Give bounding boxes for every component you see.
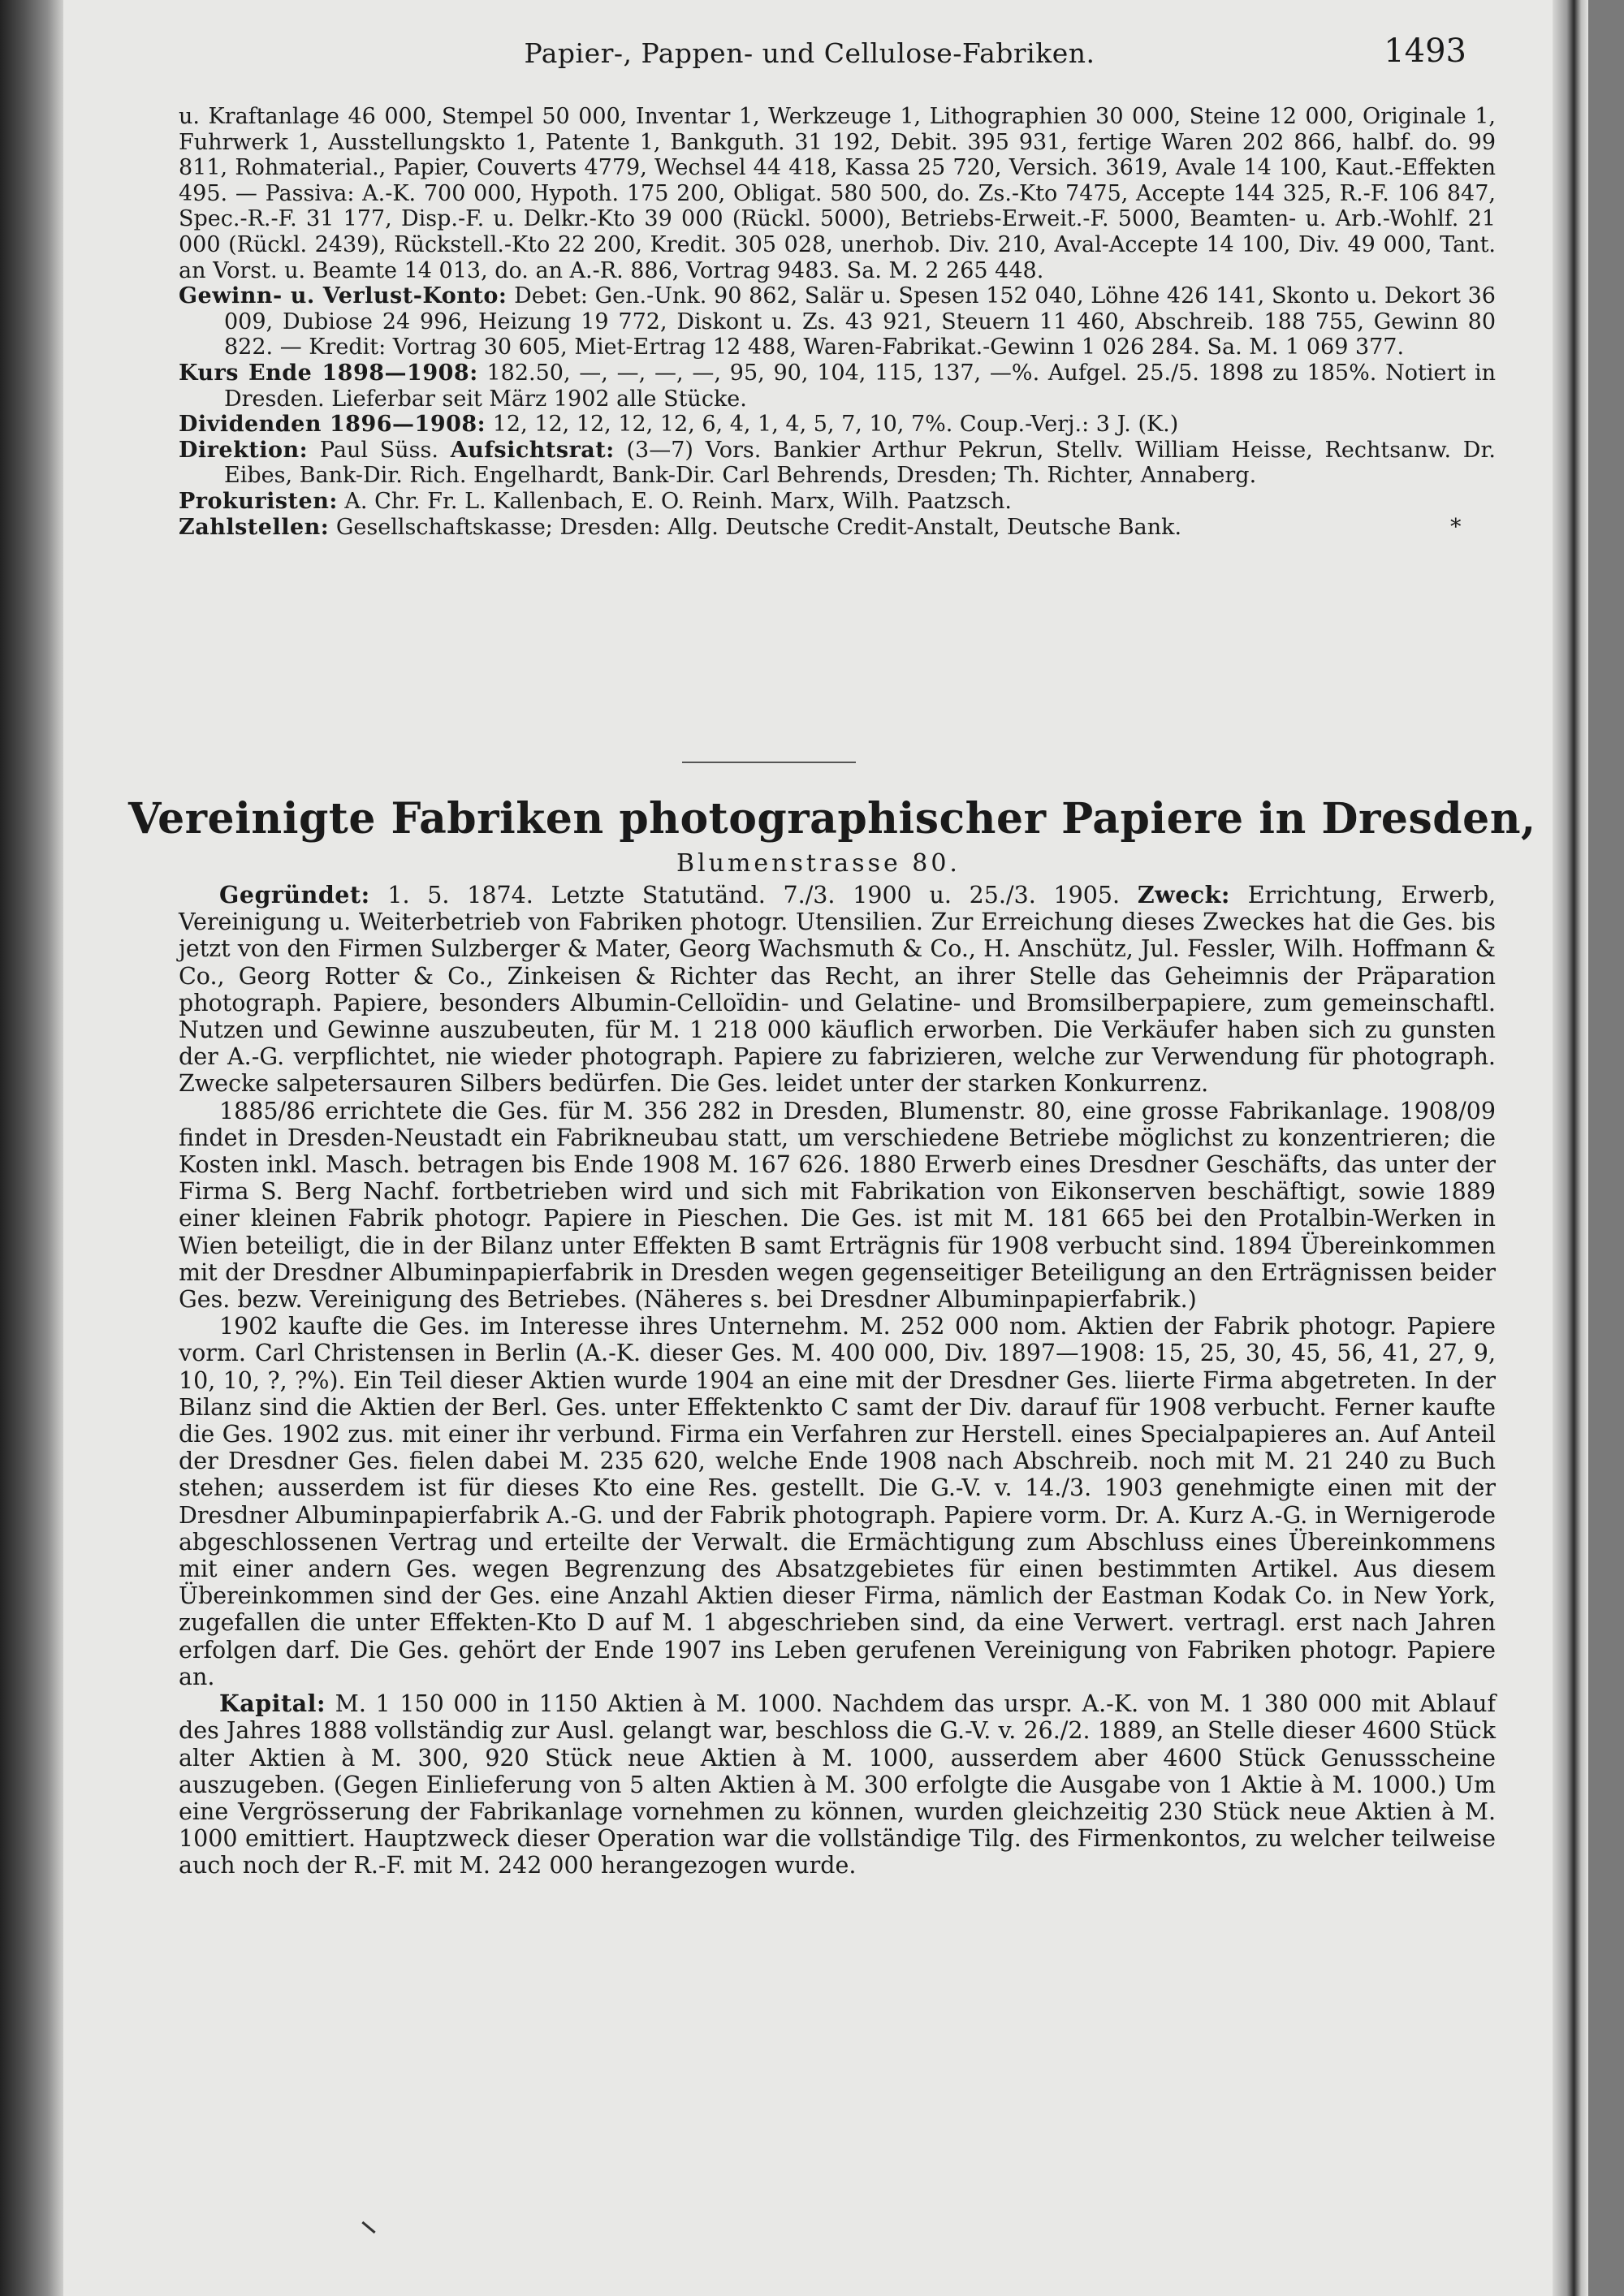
balance-text: u. Kraftanlage 46 000, Stempel 50 000, Inventar 1, Werkzeuge 1, Lithographien 30 000, Steine 12 000, Originale 1, Fuhrwerk 1, Ausstellungskto 1, Patente 1, Bankguth. 31 192, Debit. 395 931, fertige Waren 202 866, halbf. do. 99 811, Rohmaterial., Papier, Couverts 4779, Wechsel 44 418, Kassa 25 720, Versich. 3619, Avale 14 100, Kaut.-Effekten 495. — Passiva: A.-K. 700 000, Hypoth. 175 200, Obligat. 580 500, do. Zs.-Kto 7475, Accepte 144 325, R.-F. 106 847, Spec.-R.-F. 31 177, Disp.-F. u. Delkr.-Kto 39 000 (Rückl. 5000), Betriebs-Erweit.-F. 5000, Beamten- u. Arb.-Wohlf. 21 000 (Rückl. 2439), Rückstell.-Kto 22 200, Kredit. 305 028, unerhob. Div. 210, Aval-Accepte 14 100, Div. 49 000, Tant. an Vorst. u. Beamte 14 013, do. an A.-R. 886, Vortrag 9483. Sa. M. 2 265 448.	[179, 104, 1496, 283]
running-head	[96, 32, 1523, 73]
page-number: 1493	[1384, 32, 1466, 70]
section-divider	[682, 762, 856, 763]
prokuristen-text: A. Chr. Fr. L. Kallenbach, E. O. Reinh. Marx, Wilh. Paatzsch.	[344, 488, 1012, 514]
zahlstellen-section: * Zahlstellen: Gesellschaftskasse; Dresden: Allg. Deutsche Credit-Anstalt, Deutsche Bank.	[179, 514, 1462, 540]
book-gutter-shadow	[0, 0, 63, 2296]
running-title: Papier-, Pappen- und Cellulose-Fabriken.	[524, 37, 1095, 69]
company-entry	[179, 882, 1496, 1880]
zweck-text: Errichtung, Erwerb, Vereinigung u. Weiterbetrieb von Fabriken photogr. Utensilien. Zur Erreichung dieses Zweckes hat die Ges. bis jetzt von den Firmen Sulzberger & Mater, Georg Wachsmuth & Co., H. Anschütz, Jul. Fessler, Wilh. Hoffmann & Co., Georg Rotter & Co., Zinkeisen & Richter das Recht, an ihrer Stelle das Geheimnis der Präparation photograph. Papiere, besonders Albumin-Celloïdin- und Gelatine- und Bromsilberpapiere, zum gemeinschaftl. Nutzen und Gewinne auszubeuten, für M. 1 218 000 käuflich erworben. Die Verkäufer haben sich zu gunsten der A.-G. verpflichtet, nie wieder photograph. Papiere zu fabrizieren, welche zur Verwendung für photograph. Zwecke salpetersauren Silbers bedürfen. Die Ges. leidet unter der starken Konkurrenz.	[179, 882, 1497, 1098]
gegruendet-text: 1. 5. 1874. Letzte Statutänd. 7./3. 1900 u. 25./3. 1905.	[387, 882, 1121, 908]
gewinn-verlust-section	[179, 283, 1496, 360]
gegruendet-label: Gegründet:	[219, 881, 370, 908]
kapital-section	[179, 1690, 1496, 1879]
dividenden-text: 12, 12, 12, 12, 12, 6, 4, 1, 4, 5, 7, 10, 7%. Coup.-Verj.: 3 J. (K.)	[492, 412, 1179, 438]
kurs-label: Kurs Ende 1898—1908:	[179, 360, 478, 386]
direktion-text: Paul Süss.	[319, 437, 438, 463]
direktion-section	[179, 438, 1496, 489]
kurs-text: 182.50, —, —, —, —, 95, 90, 104, 115, 137, —%. Aufgel. 25./5. 1898 zu 185%. Notiert in Dresden. Lieferbar seit März 1902 alle Stücke.	[224, 360, 1497, 412]
history-1902-paragraph: 1902 kaufte die Ges. im Interesse ihres Unternehm. M. 252 000 nom. Aktien der Fabrik photogr. Papiere vorm. Carl Christensen in Berlin (A.-K. dieser Ges. M. 400 000, Div. 1897—1908: 15, 25, 30, 45, 56, 41, 27, 9, 10, 10, ?, ?%). Ein Teil dieser Aktien wurde 1904 an eine mit der Dresdner Ges. liierte Firma abgetreten. In der Bilanz sind die Aktien der Berl. Ges. unter Effektenkto C samt der Div. darauf für 1908 verbucht. Ferner kaufte die Ges. 1902 zus. mit einer ihr verbund. Firma ein Verfahren zur Herstell. eines Specialpapieres an. Auf Anteil der Dresdner Ges. fielen dabei M. 235 620, welche Ende 1908 nach Abschreib. noch mit M. 21 240 zu Buch stehen; ausserdem ist für dieses Kto eine Res. gestellt. Die G.-V. v. 14./3. 1903 genehmigte einen mit der Dresdner Albuminpapierfabrik A.-G. und der Fabrik photograph. Papiere vorm. Dr. A. Kurz A.-G. in Wernigerode abgeschlossenen Vertrag und erteilte der Verwalt. die Ermächtigung zum Abschluss eines Übereinkommens mit einer andern Ges. wegen Begrenzung des Absatzgebietes für einen bestimmten Artikel. Aus diesem Übereinkommen sind der Ges. eine Anzahl Aktien dieser Firma, nämlich der Eastman Kodak Co. in New York, zugefallen die unter Effekten-Kto D auf M. 1 abgeschrieben sind, da eine Verwert. vertragl. erst nach Jahren erfolgen darf. Die Ges. gehört der Ende 1907 ins Leben gerufenen Vereinigung von Fabriken photogr. Papiere an.	[179, 1313, 1496, 1690]
kapital-text: M. 1 150 000 in 1150 Aktien à M. 1000. Nachdem das urspr. A.-K. von M. 1 380 000 mit Ablauf des Jahres 1888 vollständig zur Ausl. gelangt war, beschloss die G.-V. v. 26./2. 1889, an Stelle dieser 4600 Stück alter Aktien à M. 300, 920 Stück neue Aktien à M. 1000, ausserdem aber 4600 Stück Genussscheine auszugeben. (Gegen Einlieferung von 5 alten Aktien à M. 300 erfolgte die Ausgabe von 1 Aktie à M. 1000.) Um eine Vergrösserung der Fabrikanlage vornehmen zu können, wurden gleichzeitig 230 Stück neue Aktien à M. 1000 emittiert. Hauptzweck dieser Operation war die vollständige Tilg. des Firmenkontos, zu welcher teilweise auch noch der R.-F. mit M. 242 000 herangezogen wurde.	[179, 1690, 1497, 1880]
gegruendet-section	[179, 882, 1496, 1098]
direktion-label: Direktion:	[179, 437, 309, 463]
ink-mark	[361, 2221, 375, 2233]
document-page	[63, 0, 1588, 2296]
prokuristen-section	[179, 489, 1496, 515]
kapital-label: Kapital:	[219, 1690, 326, 1718]
zahlstellen-label: Zahlstellen:	[179, 514, 330, 540]
prokuristen-label: Prokuristen:	[179, 488, 338, 514]
page-edge	[1553, 0, 1588, 2296]
gewinn-verlust-label: Gewinn- u. Verlust-Konto:	[179, 283, 508, 309]
dividenden-section	[179, 412, 1496, 438]
aufsichtsrat-label: Aufsichtsrat:	[450, 437, 615, 463]
gewinn-verlust-text: Debet: Gen.-Unk. 90 862, Salär u. Spesen 152 040, Löhne 426 141, Skonto u. Dekort 36 009, Dubiose 24 996, Heizung 19 772, Diskont u. Zs. 43 921, Steuern 11 460, Abschreib. 188 755, Gewinn 80 822. — Kredit: Vortrag 30 605, Miet-Ertrag 12 488, Waren-Fabrikat.-Gewinn 1 026 284. Sa. M. 1 069 377.	[224, 283, 1496, 360]
dividenden-label: Dividenden 1896—1908:	[179, 412, 486, 438]
zahlstellen-text: Gesellschaftskasse; Dresden: Allg. Deutsche Credit-Anstalt, Deutsche Bank.	[335, 514, 1182, 540]
history-1885-paragraph: 1885/86 errichtete die Ges. für M. 356 282 in Dresden, Blumenstr. 80, eine grosse Fabrikanlage. 1908/09 findet in Dresden-Neustadt ein Fabrikneubau statt, um verschiedene Betriebe möglichst zu konzentrieren; die Kosten inkl. Masch. betragen bis Ende 1908 M. 167 626. 1880 Erwerb eines Dresdner Geschäfts, das unter der Firma S. Berg Nachf. fortbetrieben wird und sich mit Fabrikation von Eikonserven beschäftigt, sowie 1889 einer kleinen Fabrik photogr. Papiere in Pieschen. Die Ges. ist mit M. 181 665 bei den Protalbin-Werken in Wien beteiligt, die in der Bilanz unter Effekten B samt Erträgnis für 1908 verbucht sind. 1894 Übereinkommen mit der Dresdner Albuminpapierfabrik in Dresden wegen gegenseitiger Beteiligung an den Erträgnissen beider Ges. bezw. Vereinigung des Betriebes. (Näheres s. bei Dresdner Albuminpapierfabrik.)	[179, 1097, 1496, 1314]
company-title: Vereinigte Fabriken photographischer Papiere in Dresden,	[128, 794, 1536, 844]
previous-entry	[179, 104, 1496, 540]
kurs-section	[179, 360, 1496, 412]
zweck-label: Zweck:	[1137, 881, 1230, 908]
aufsichtsrat-text: (3—7) Vors. Bankier Arthur Pekrun, Stellv. William Heisse, Rechtsanw. Dr. Eibes, Bank-Dir. Rich. Engelhardt, Bank-Dir. Carl Behrends, Dresden; Th. Richter, Annaberg.	[224, 437, 1496, 489]
company-address: Blumenstrasse 80.	[676, 849, 961, 878]
